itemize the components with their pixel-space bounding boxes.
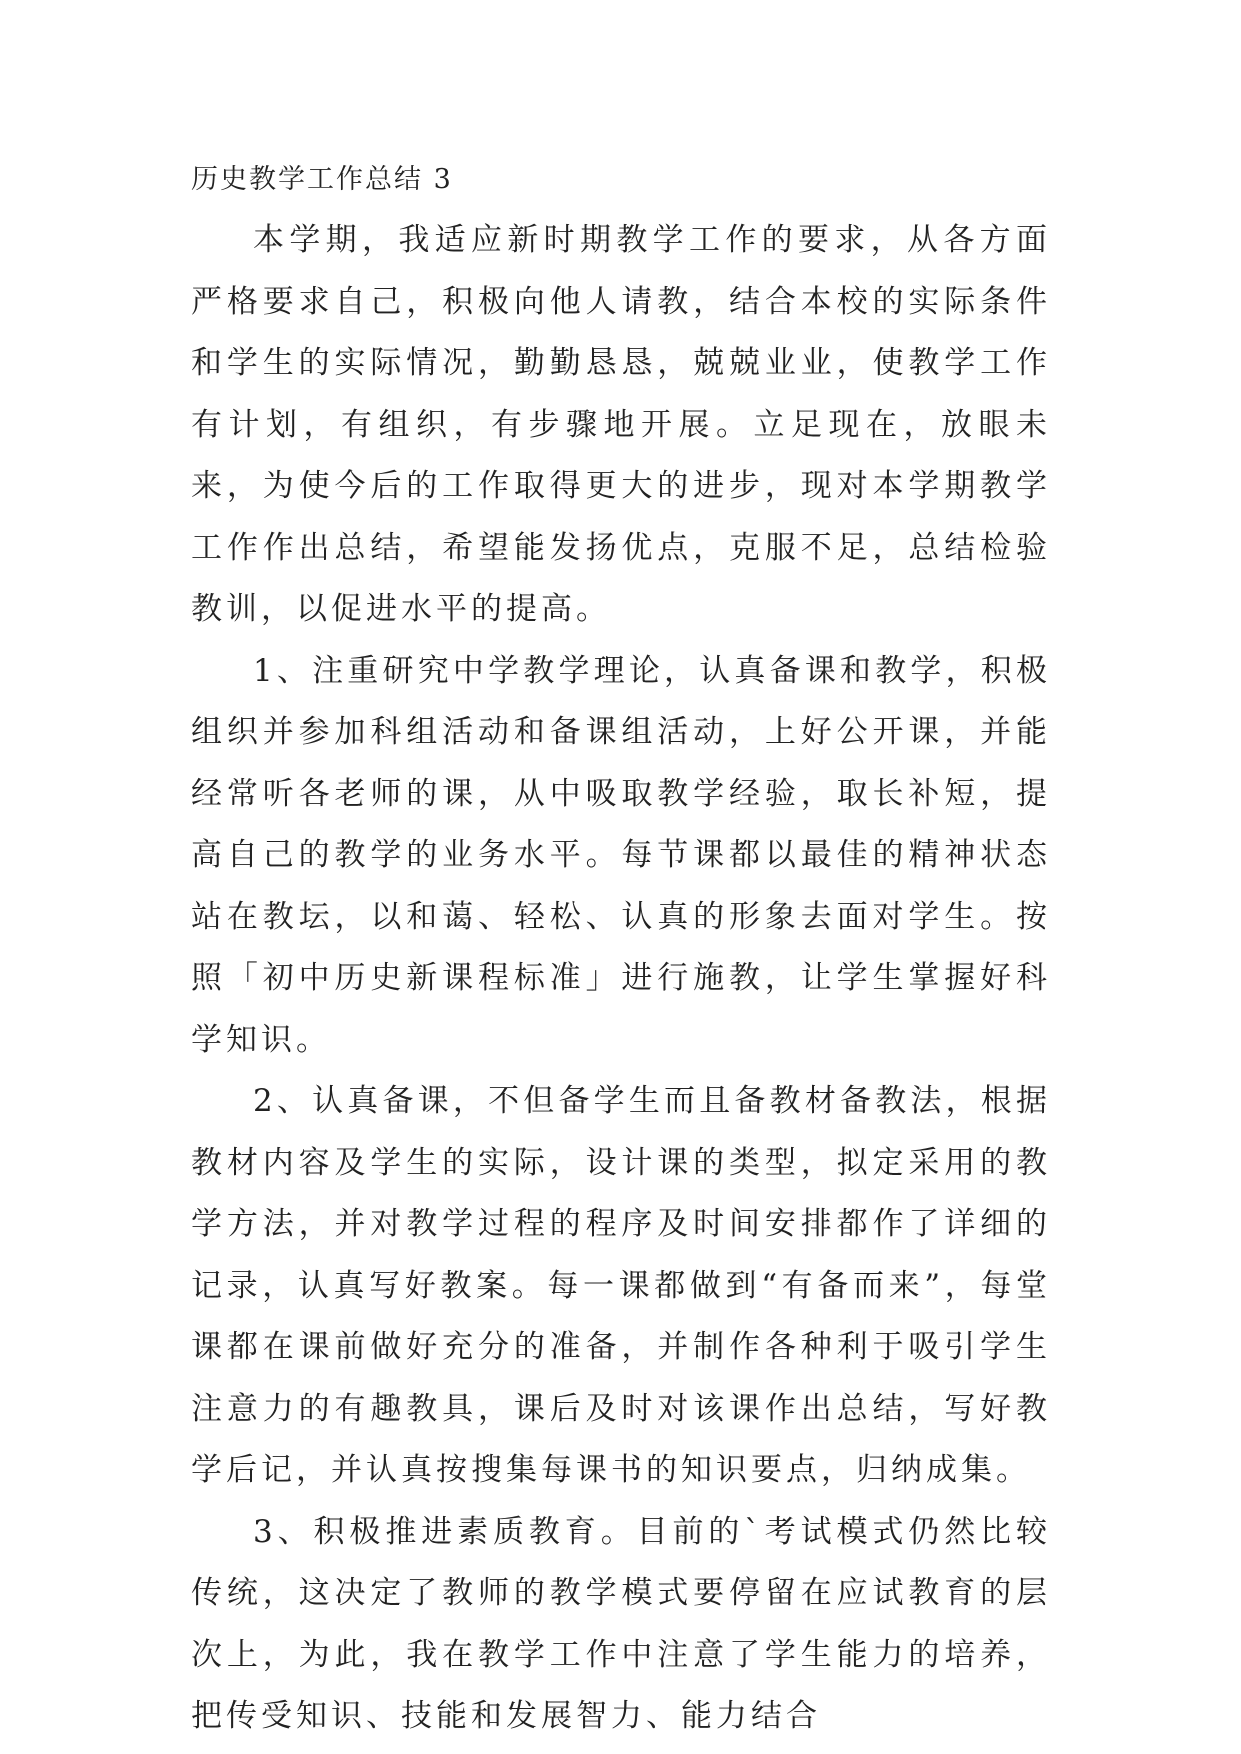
document-title: 历史教学工作总结 3 [191, 164, 453, 195]
paragraph-point-1: 1、注重研究中学教学理论，认真备课和教学，积极组织并参加科组活动和备课组活动，上好公开课，并能经常听各老师的课，从中吸取教学经验，取长补短，提高自己的教学的业务水平。每节课都以最佳的精神状态站在教坛，以和蔼、轻松、认真的形象去面对学生。按照「初中历史新课程标准」进行施教，让学生掌握好科学知识。 [191, 652, 1051, 1058]
paragraph-intro: 本学期，我适应新时期教学工作的要求，从各方面严格要求自己，积极向他人请教，结合本校的实际条件和学生的实际情况，勤勤恳恳，兢兢业业，使教学工作有计划，有组织，有步骤地开展。立足现在，放眼未来，为使今后的工作取得更大的进步，现对本学期教学工作作出总结，希望能发扬优点，克服不足，总结检验教训，以促进水平的提高。 [191, 222, 1051, 627]
paragraph-point-3: 3、积极推进素质教育。目前的`考试模式仍然比较传统，这决定了教师的教学模式要停留在应试教育的层次上，为此，我在教学工作中注意了学生能力的培养，把传受知识、技能和发展智力、能力结合 [191, 1513, 1051, 1734]
paragraph-point-2: 2、认真备课，不但备学生而且备教材备教法，根据教材内容及学生的实际，设计课的类型，拟定采用的教学方法，并对教学过程的程序及时间安排都作了详细的记录，认真写好教案。每一课都做到“有备而来”，每堂课都在课前做好充分的准备，并制作各种利于吸引学生注意力的有趣教具，课后及时对该课作出总结，写好教学后记，并认真按搜集每课书的知识要点，归纳成集。 [191, 1083, 1051, 1488]
document-body [191, 150, 1051, 1748]
